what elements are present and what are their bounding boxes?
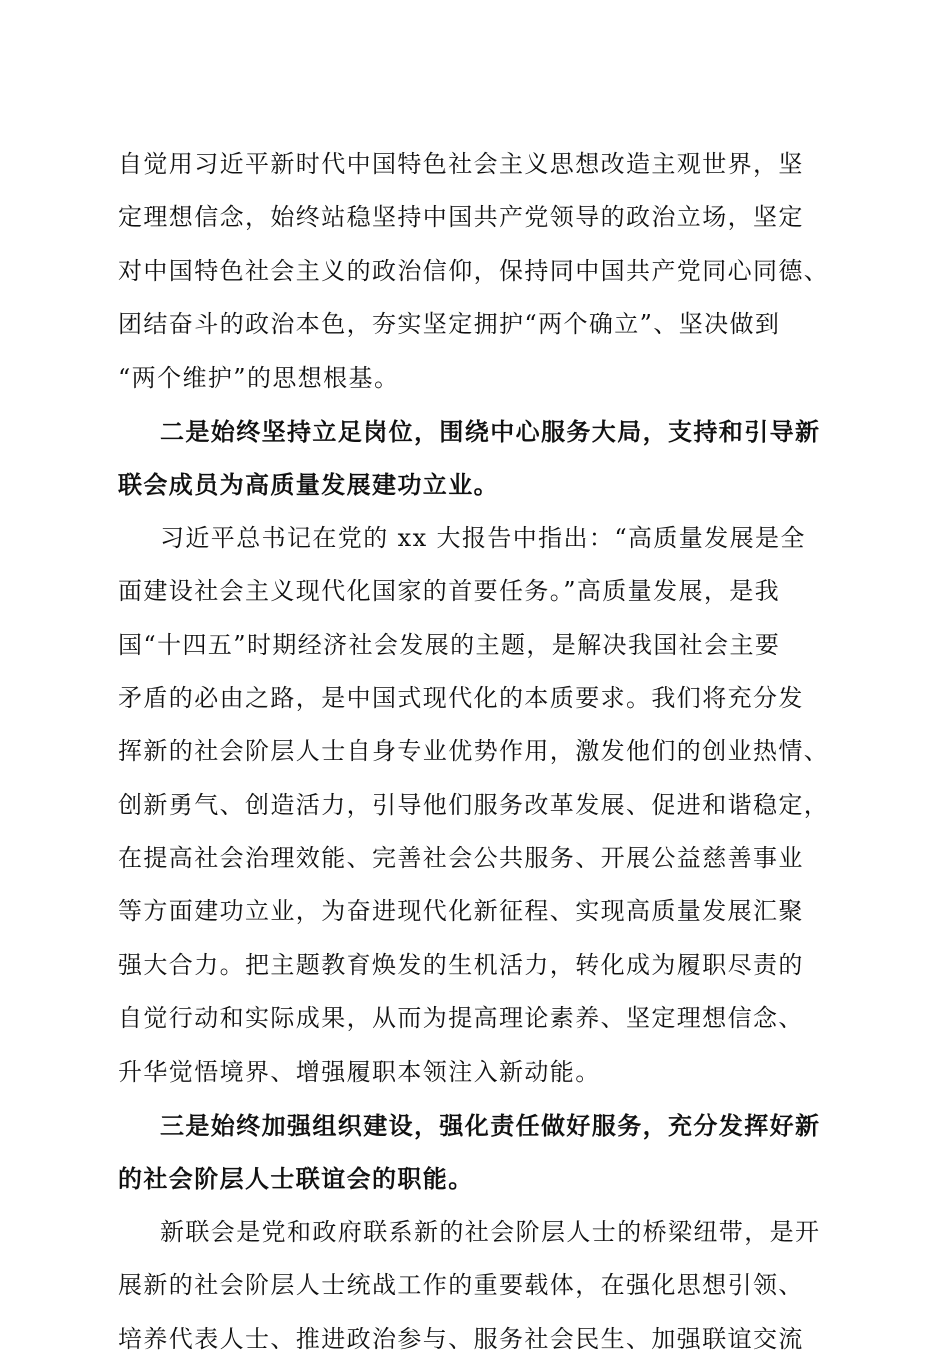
- text-line: 面建设社会主义现代化国家的首要任务。”高质量发展，是我: [118, 577, 781, 606]
- text-line: 升华觉悟境界、增强履职本领注入新动能。: [118, 1057, 601, 1086]
- text-line: 展新的社会阶层人士统战工作的重要载体，在强化思想引领、: [118, 1271, 804, 1300]
- text-line: 定理想信念，始终站稳坚持中国共产党领导的政治立场，坚定: [118, 203, 804, 232]
- text-line: 团结奋斗的政治本色，夯实坚定拥护“两个确立”、坚决做到: [118, 310, 781, 339]
- text-line: 在提高社会治理效能、完善社会公共服务、开展公益慈善事业: [118, 844, 804, 873]
- section-heading-line: 联会成员为高质量发展建功立业。: [118, 470, 499, 500]
- text-line: 挥新的社会阶层人士自身专业优势作用，激发他们的创业热情、: [118, 737, 830, 766]
- text-line: 培养代表人士、推进政治参与、服务社会民生、加强联谊交流: [118, 1324, 804, 1353]
- text-line: 自觉用习近平新时代中国特色社会主义思想改造主观世界，坚: [118, 150, 804, 178]
- text-line: 自觉行动和实际成果，从而为提高理论素养、坚定理想信念、: [118, 1004, 804, 1033]
- text-line: 矛盾的必由之路，是中国式现代化的本质要求。我们将充分发: [118, 683, 804, 712]
- text-line: 新联会是党和政府联系新的社会阶层人士的桥梁纽带，是开: [160, 1217, 821, 1246]
- section-heading-line: 三是始终加强组织建设，强化责任做好服务，充分发挥好新: [160, 1111, 821, 1141]
- text-line: 习近平总书记在党的 xx 大报告中指出：“高质量发展是全: [160, 523, 806, 552]
- section-heading-line: 的社会阶层人士联谊会的职能。: [118, 1164, 474, 1194]
- text-line: “两个维护”的思想根基。: [118, 363, 400, 392]
- text-line: 国“十四五”时期经济社会发展的主题，是解决我国社会主要: [118, 630, 781, 659]
- section-heading-line: 二是始终坚持立足岗位，围绕中心服务大局，支持和引导新: [160, 416, 821, 446]
- body-text: [118, 138, 838, 1366]
- text-line: 等方面建功立业，为奋进现代化新征程、实现高质量发展汇聚: [118, 897, 804, 926]
- text-line: 强大合力。把主题教育焕发的生机活力，转化成为履职尽责的: [118, 950, 804, 979]
- text-line: 对中国特色社会主义的政治信仰，保持同中国共产党同心同德、: [118, 256, 830, 285]
- text-line: 创新勇气、创造活力，引导他们服务改革发展、促进和谐稳定，: [118, 790, 830, 819]
